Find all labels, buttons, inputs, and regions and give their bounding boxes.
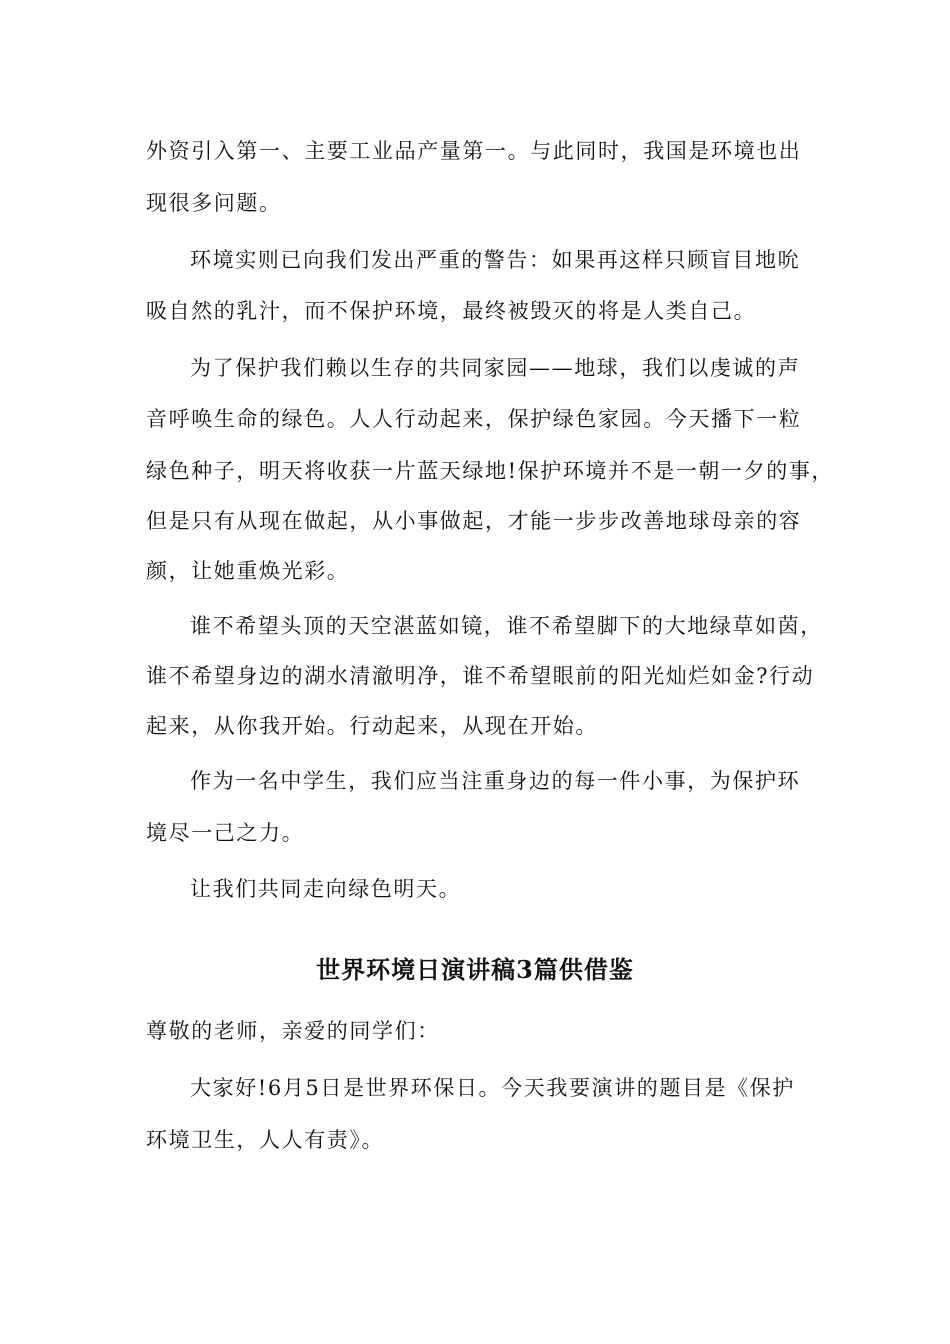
paragraph-6-line-1: 让我们共同走向绿色明天。 <box>190 877 462 901</box>
paragraph-1-line-1: 外资引入第一、主要工业品产量第一。与此同时，我国是环境也出 <box>146 139 802 163</box>
paragraph-4-line-3: 起来，从你我开始。行动起来，从现在开始。 <box>146 714 598 738</box>
section-heading: 世界环境日演讲稿3篇供借鉴 <box>316 955 634 984</box>
salutation: 尊敬的老师，亲爱的同学们： <box>146 1019 440 1043</box>
speech-paragraph-line-2: 环境卫生，人人有责》。 <box>146 1128 385 1152</box>
paragraph-5-line-2: 境尽一己之力。 <box>146 821 305 845</box>
paragraph-4-line-2: 谁不希望身边的湖水清澈明净，谁不希望眼前的阳光灿烂如金?行动 <box>146 664 815 688</box>
paragraph-3-line-1: 为了保护我们赖以生存的共同家园——地球，我们以虔诚的声 <box>190 356 801 380</box>
paragraph-2-line-2: 吸自然的乳汁，而不保护环境，最终被毁灭的将是人类自己。 <box>146 299 757 323</box>
paragraph-1-line-2: 现很多问题。 <box>146 191 282 215</box>
paragraph-3-line-2: 音呼唤生命的绿色。人人行动起来，保护绿色家园。今天播下一粒 <box>146 407 802 431</box>
paragraph-3-line-3: 绿色种子，明天将收获一片蓝天绿地!保护环境并不是一朝一夕的事， <box>146 459 835 483</box>
speech-paragraph-line-1: 大家好!6月5日是世界环保日。今天我要演讲的题目是《保护 <box>190 1076 795 1100</box>
paragraph-4-line-1: 谁不希望头顶的天空湛蓝如镜，谁不希望脚下的大地绿草如茵， <box>190 614 823 638</box>
paragraph-5-line-1: 作为一名中学生，我们应当注重身边的每一件小事，为保护环 <box>190 769 801 793</box>
paragraph-3-line-4: 但是只有从现在做起，从小事做起，才能一步步改善地球母亲的容 <box>146 509 802 533</box>
paragraph-2-line-1: 环境实则已向我们发出严重的警告：如果再这样只顾盲目地吮 <box>190 248 801 272</box>
paragraph-3-line-5: 颜，让她重焕光彩。 <box>146 559 350 583</box>
